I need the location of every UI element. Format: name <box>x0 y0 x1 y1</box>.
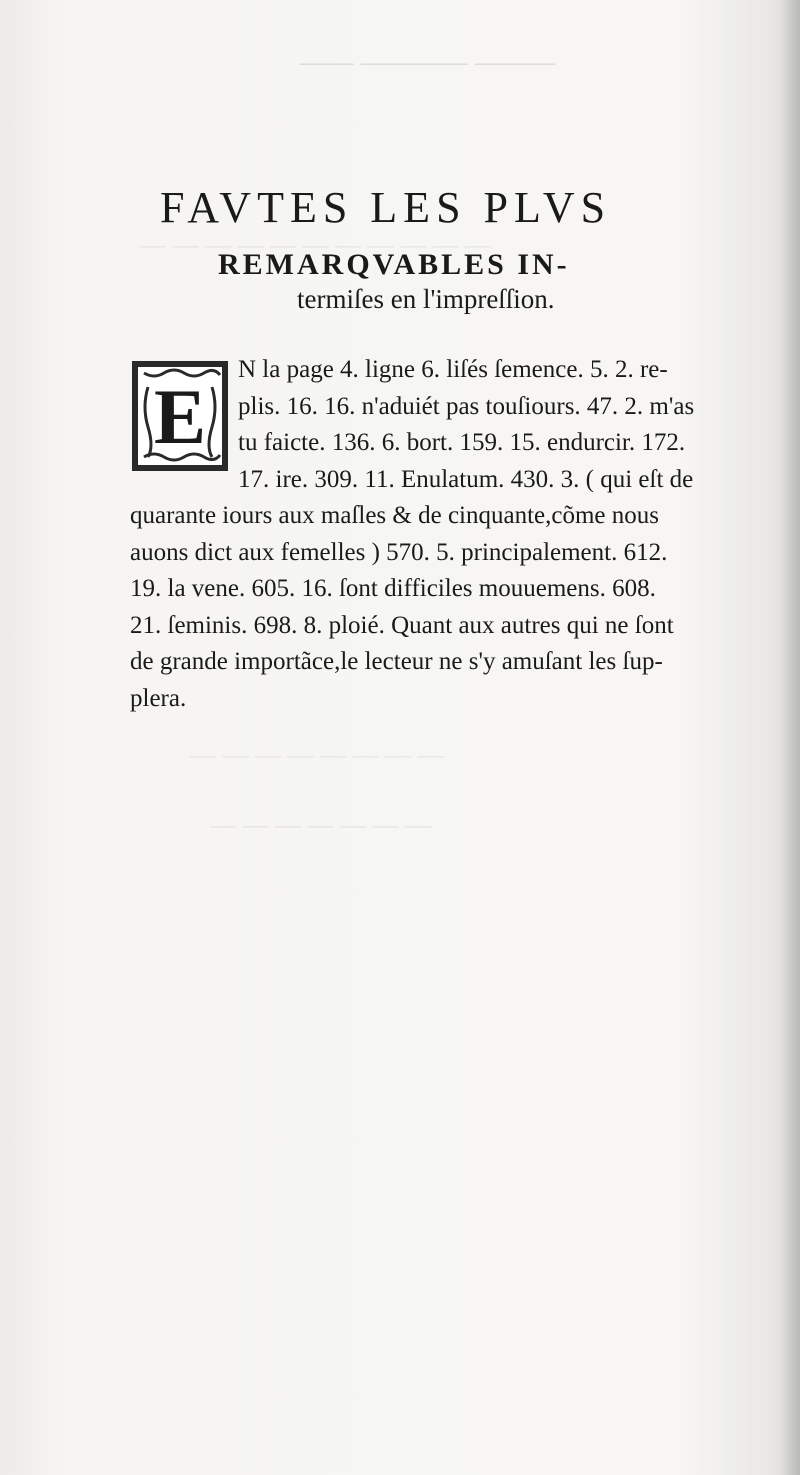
text-line: N la page 4. ligne 6. liſés ſemence. 5. 2. re- <box>238 356 668 383</box>
text-line: quarante iours aux maſles & de cinquante,cõme nous <box>130 502 660 529</box>
svg-text:E: E <box>153 373 207 460</box>
text-line: 21. ſeminis. 698. 8. ploié. Quant aux autres qui ne ſont <box>130 611 674 639</box>
bleed-through-text: — — — — — — — <box>210 810 431 839</box>
text-line: 19. la vene. 605. 16. ſont difficiles mouuemens. 608. <box>130 575 656 602</box>
text-line: de grande importãce,le lecteur ne s'y amuſant les ſup- <box>130 648 663 675</box>
page-subtitle: REMARQVABLES IN- <box>218 248 570 281</box>
bleed-through-text: —— ———— ——— <box>300 45 556 78</box>
text-line: 17. ire. 309. 11. Enulatum. 430. 3. ( qui eſt de <box>238 465 694 493</box>
text-line: plis. 16. 16. n'aduiét pas touſiours. 47. 2. m'as <box>238 392 695 420</box>
errata-text <box>130 352 790 717</box>
page-title: FAVTES LES PLVS <box>160 183 612 232</box>
bleed-through-text: — — — — — — — — <box>190 740 444 769</box>
page-subtitle-continued: termiſes en l'impreſſion. <box>297 284 555 314</box>
text-line: auons dict aux femelles ) 570. 5. principalement. 612. <box>130 538 668 566</box>
text-line: plera. <box>130 684 187 712</box>
bleed-through-text: — — — — — — — — — — — <box>140 230 491 259</box>
page-edge-shadow <box>780 0 800 1475</box>
text-line: tu faicte. 136. 6. bort. 159. 15. endurcir. 172. <box>238 429 686 456</box>
